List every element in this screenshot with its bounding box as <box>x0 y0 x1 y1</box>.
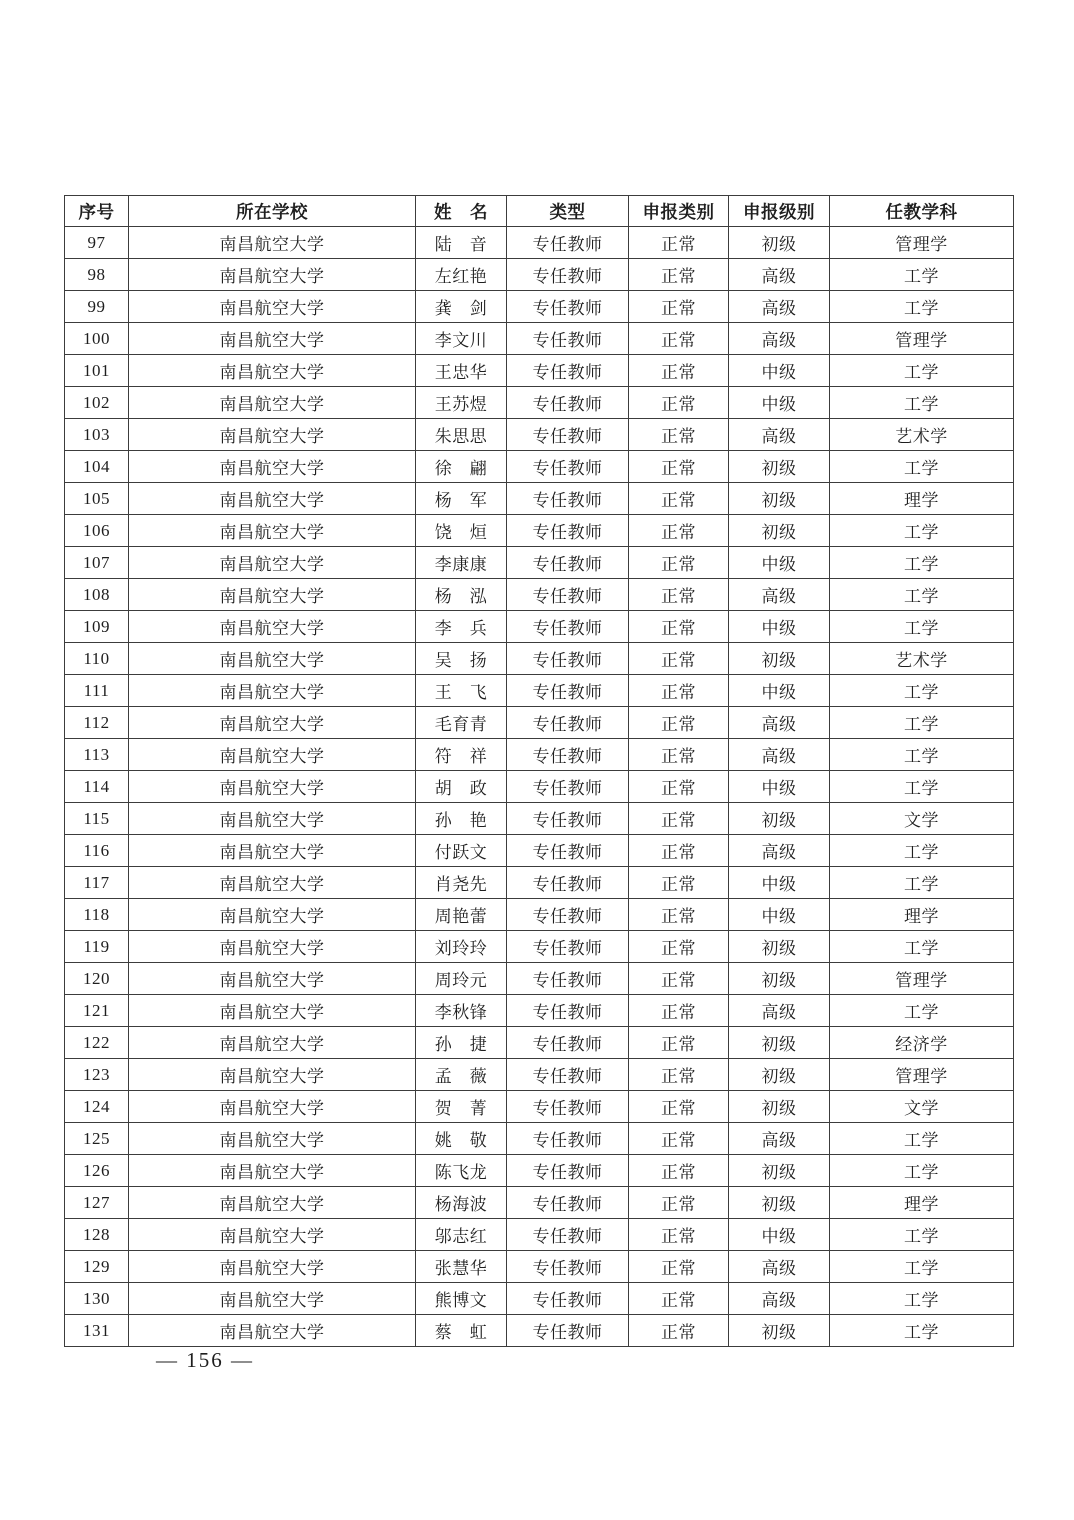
cell-subject: 工学 <box>830 547 1014 579</box>
cell-level: 中级 <box>729 611 830 643</box>
cell-type: 专任教师 <box>507 835 629 867</box>
cell-level: 初级 <box>729 1315 830 1347</box>
cell-name: 孟 薇 <box>416 1059 507 1091</box>
cell-school: 南昌航空大学 <box>129 451 416 483</box>
cell-category: 正常 <box>629 1315 729 1347</box>
cell-name: 熊博文 <box>416 1283 507 1315</box>
table-row <box>65 1219 1014 1251</box>
cell-school: 南昌航空大学 <box>129 323 416 355</box>
cell-category: 正常 <box>629 515 729 547</box>
cell-subject: 工学 <box>830 1315 1014 1347</box>
cell-level: 中级 <box>729 387 830 419</box>
cell-subject: 管理学 <box>830 1059 1014 1091</box>
cell-level: 中级 <box>729 355 830 387</box>
cell-subject: 管理学 <box>830 227 1014 259</box>
cell-level: 初级 <box>729 803 830 835</box>
cell-school: 南昌航空大学 <box>129 995 416 1027</box>
cell-category: 正常 <box>629 835 729 867</box>
cell-name: 刘玲玲 <box>416 931 507 963</box>
cell-level: 初级 <box>729 483 830 515</box>
cell-category: 正常 <box>629 419 729 451</box>
table-body <box>65 227 1014 1347</box>
cell-category: 正常 <box>629 323 729 355</box>
cell-no: 123 <box>65 1059 129 1091</box>
cell-name: 陆 音 <box>416 227 507 259</box>
table-row <box>65 995 1014 1027</box>
cell-level: 高级 <box>729 291 830 323</box>
cell-subject: 理学 <box>830 899 1014 931</box>
cell-school: 南昌航空大学 <box>129 867 416 899</box>
table-header <box>65 196 1014 227</box>
cell-type: 专任教师 <box>507 1283 629 1315</box>
cell-name: 左红艳 <box>416 259 507 291</box>
cell-subject: 经济学 <box>830 1027 1014 1059</box>
cell-name: 张慧华 <box>416 1251 507 1283</box>
cell-type: 专任教师 <box>507 547 629 579</box>
cell-level: 高级 <box>729 259 830 291</box>
cell-level: 中级 <box>729 899 830 931</box>
cell-school: 南昌航空大学 <box>129 291 416 323</box>
cell-name: 王苏煜 <box>416 387 507 419</box>
cell-category: 正常 <box>629 675 729 707</box>
cell-subject: 工学 <box>830 611 1014 643</box>
cell-school: 南昌航空大学 <box>129 1155 416 1187</box>
cell-subject: 工学 <box>830 579 1014 611</box>
cell-school: 南昌航空大学 <box>129 675 416 707</box>
table-row <box>65 323 1014 355</box>
cell-category: 正常 <box>629 259 729 291</box>
cell-name: 胡 政 <box>416 771 507 803</box>
table-header-row <box>65 196 1014 227</box>
cell-no: 104 <box>65 451 129 483</box>
cell-level: 初级 <box>729 963 830 995</box>
cell-level: 高级 <box>729 707 830 739</box>
cell-name: 李文川 <box>416 323 507 355</box>
cell-level: 中级 <box>729 867 830 899</box>
cell-no: 100 <box>65 323 129 355</box>
table-row <box>65 355 1014 387</box>
cell-no: 117 <box>65 867 129 899</box>
cell-type: 专任教师 <box>507 611 629 643</box>
cell-no: 112 <box>65 707 129 739</box>
cell-name: 陈飞龙 <box>416 1155 507 1187</box>
cell-subject: 工学 <box>830 931 1014 963</box>
table-row <box>65 963 1014 995</box>
cell-level: 初级 <box>729 515 830 547</box>
table-row <box>65 643 1014 675</box>
cell-level: 高级 <box>729 1251 830 1283</box>
table-row <box>65 899 1014 931</box>
cell-level: 高级 <box>729 1283 830 1315</box>
cell-school: 南昌航空大学 <box>129 483 416 515</box>
cell-type: 专任教师 <box>507 259 629 291</box>
cell-school: 南昌航空大学 <box>129 739 416 771</box>
cell-type: 专任教师 <box>507 451 629 483</box>
cell-name: 吴 扬 <box>416 643 507 675</box>
cell-school: 南昌航空大学 <box>129 1251 416 1283</box>
cell-name: 杨 军 <box>416 483 507 515</box>
cell-type: 专任教师 <box>507 963 629 995</box>
cell-level: 中级 <box>729 547 830 579</box>
cell-level: 高级 <box>729 995 830 1027</box>
cell-no: 119 <box>65 931 129 963</box>
table-row <box>65 1091 1014 1123</box>
cell-school: 南昌航空大学 <box>129 899 416 931</box>
cell-type: 专任教师 <box>507 739 629 771</box>
cell-category: 正常 <box>629 771 729 803</box>
cell-name: 姚 敬 <box>416 1123 507 1155</box>
cell-no: 108 <box>65 579 129 611</box>
table-row <box>65 1251 1014 1283</box>
cell-level: 初级 <box>729 1187 830 1219</box>
page-number: — 156 — <box>156 1348 254 1372</box>
cell-no: 109 <box>65 611 129 643</box>
table-row <box>65 739 1014 771</box>
cell-school: 南昌航空大学 <box>129 771 416 803</box>
cell-no: 116 <box>65 835 129 867</box>
cell-type: 专任教师 <box>507 995 629 1027</box>
cell-subject: 工学 <box>830 1251 1014 1283</box>
cell-subject: 工学 <box>830 1219 1014 1251</box>
cell-name: 孙 艳 <box>416 803 507 835</box>
cell-school: 南昌航空大学 <box>129 643 416 675</box>
cell-type: 专任教师 <box>507 387 629 419</box>
cell-level: 初级 <box>729 643 830 675</box>
table-row <box>65 675 1014 707</box>
cell-subject: 文学 <box>830 1091 1014 1123</box>
cell-category: 正常 <box>629 1091 729 1123</box>
cell-no: 102 <box>65 387 129 419</box>
cell-type: 专任教师 <box>507 707 629 739</box>
cell-subject: 工学 <box>830 387 1014 419</box>
cell-level: 初级 <box>729 227 830 259</box>
cell-subject: 工学 <box>830 515 1014 547</box>
cell-type: 专任教师 <box>507 1219 629 1251</box>
cell-category: 正常 <box>629 611 729 643</box>
cell-subject: 艺术学 <box>830 419 1014 451</box>
table-row <box>65 867 1014 899</box>
cell-school: 南昌航空大学 <box>129 1123 416 1155</box>
cell-name: 杨海波 <box>416 1187 507 1219</box>
table-row <box>65 1027 1014 1059</box>
cell-name: 孙 捷 <box>416 1027 507 1059</box>
cell-school: 南昌航空大学 <box>129 1219 416 1251</box>
cell-no: 103 <box>65 419 129 451</box>
cell-name: 杨 泓 <box>416 579 507 611</box>
cell-subject: 工学 <box>830 451 1014 483</box>
cell-type: 专任教师 <box>507 579 629 611</box>
cell-no: 131 <box>65 1315 129 1347</box>
cell-name: 付跃文 <box>416 835 507 867</box>
cell-category: 正常 <box>629 803 729 835</box>
table-row <box>65 515 1014 547</box>
table-row <box>65 579 1014 611</box>
cell-subject: 理学 <box>830 1187 1014 1219</box>
cell-subject: 工学 <box>830 835 1014 867</box>
cell-type: 专任教师 <box>507 419 629 451</box>
cell-type: 专任教师 <box>507 1251 629 1283</box>
cell-level: 初级 <box>729 931 830 963</box>
cell-category: 正常 <box>629 867 729 899</box>
cell-type: 专任教师 <box>507 227 629 259</box>
cell-type: 专任教师 <box>507 515 629 547</box>
cell-category: 正常 <box>629 579 729 611</box>
cell-subject: 工学 <box>830 771 1014 803</box>
cell-type: 专任教师 <box>507 483 629 515</box>
cell-type: 专任教师 <box>507 643 629 675</box>
cell-level: 高级 <box>729 579 830 611</box>
cell-school: 南昌航空大学 <box>129 419 416 451</box>
cell-name: 周艳蕾 <box>416 899 507 931</box>
table-row <box>65 483 1014 515</box>
column-header-6: 任教学科 <box>830 196 1014 227</box>
cell-level: 高级 <box>729 323 830 355</box>
cell-type: 专任教师 <box>507 1155 629 1187</box>
cell-no: 121 <box>65 995 129 1027</box>
cell-no: 106 <box>65 515 129 547</box>
cell-category: 正常 <box>629 355 729 387</box>
cell-category: 正常 <box>629 1283 729 1315</box>
cell-category: 正常 <box>629 483 729 515</box>
cell-name: 李秋锋 <box>416 995 507 1027</box>
cell-type: 专任教师 <box>507 1091 629 1123</box>
cell-name: 徐 翩 <box>416 451 507 483</box>
cell-category: 正常 <box>629 1059 729 1091</box>
cell-subject: 工学 <box>830 995 1014 1027</box>
cell-school: 南昌航空大学 <box>129 515 416 547</box>
cell-type: 专任教师 <box>507 355 629 387</box>
cell-type: 专任教师 <box>507 1123 629 1155</box>
cell-type: 专任教师 <box>507 675 629 707</box>
cell-school: 南昌航空大学 <box>129 1059 416 1091</box>
table-row <box>65 835 1014 867</box>
cell-subject: 管理学 <box>830 323 1014 355</box>
cell-school: 南昌航空大学 <box>129 1091 416 1123</box>
table-row <box>65 1059 1014 1091</box>
cell-school: 南昌航空大学 <box>129 707 416 739</box>
cell-no: 122 <box>65 1027 129 1059</box>
table-row <box>65 1283 1014 1315</box>
cell-no: 126 <box>65 1155 129 1187</box>
cell-no: 114 <box>65 771 129 803</box>
cell-subject: 工学 <box>830 291 1014 323</box>
column-header-4: 申报类别 <box>629 196 729 227</box>
cell-level: 初级 <box>729 1091 830 1123</box>
table-row <box>65 291 1014 323</box>
cell-type: 专任教师 <box>507 323 629 355</box>
cell-no: 124 <box>65 1091 129 1123</box>
column-header-1: 所在学校 <box>129 196 416 227</box>
cell-name: 蔡 虹 <box>416 1315 507 1347</box>
table-row <box>65 1187 1014 1219</box>
table-row <box>65 419 1014 451</box>
cell-school: 南昌航空大学 <box>129 803 416 835</box>
cell-category: 正常 <box>629 1251 729 1283</box>
cell-no: 99 <box>65 291 129 323</box>
cell-subject: 工学 <box>830 707 1014 739</box>
cell-school: 南昌航空大学 <box>129 1187 416 1219</box>
cell-school: 南昌航空大学 <box>129 387 416 419</box>
table-row <box>65 451 1014 483</box>
cell-name: 周玲元 <box>416 963 507 995</box>
cell-no: 105 <box>65 483 129 515</box>
cell-school: 南昌航空大学 <box>129 227 416 259</box>
cell-name: 王忠华 <box>416 355 507 387</box>
table-row <box>65 387 1014 419</box>
cell-type: 专任教师 <box>507 1315 629 1347</box>
cell-category: 正常 <box>629 1219 729 1251</box>
cell-name: 肖尧先 <box>416 867 507 899</box>
cell-subject: 管理学 <box>830 963 1014 995</box>
cell-subject: 工学 <box>830 1155 1014 1187</box>
cell-category: 正常 <box>629 227 729 259</box>
cell-name: 朱思思 <box>416 419 507 451</box>
table-row <box>65 1155 1014 1187</box>
cell-category: 正常 <box>629 451 729 483</box>
cell-category: 正常 <box>629 643 729 675</box>
cell-no: 130 <box>65 1283 129 1315</box>
cell-category: 正常 <box>629 1155 729 1187</box>
cell-category: 正常 <box>629 931 729 963</box>
cell-type: 专任教师 <box>507 931 629 963</box>
cell-school: 南昌航空大学 <box>129 259 416 291</box>
cell-subject: 理学 <box>830 483 1014 515</box>
cell-no: 111 <box>65 675 129 707</box>
table-row <box>65 707 1014 739</box>
cell-school: 南昌航空大学 <box>129 835 416 867</box>
cell-subject: 工学 <box>830 867 1014 899</box>
cell-name: 贺 菁 <box>416 1091 507 1123</box>
table-row <box>65 1315 1014 1347</box>
cell-type: 专任教师 <box>507 1187 629 1219</box>
cell-category: 正常 <box>629 1027 729 1059</box>
cell-no: 125 <box>65 1123 129 1155</box>
cell-no: 98 <box>65 259 129 291</box>
cell-type: 专任教师 <box>507 867 629 899</box>
cell-school: 南昌航空大学 <box>129 963 416 995</box>
cell-no: 110 <box>65 643 129 675</box>
column-header-3: 类型 <box>507 196 629 227</box>
cell-subject: 工学 <box>830 1283 1014 1315</box>
cell-type: 专任教师 <box>507 803 629 835</box>
cell-subject: 工学 <box>830 355 1014 387</box>
cell-no: 120 <box>65 963 129 995</box>
cell-type: 专任教师 <box>507 899 629 931</box>
cell-no: 97 <box>65 227 129 259</box>
cell-level: 中级 <box>729 1219 830 1251</box>
cell-type: 专任教师 <box>507 771 629 803</box>
cell-category: 正常 <box>629 387 729 419</box>
cell-level: 初级 <box>729 451 830 483</box>
cell-name: 龚 剑 <box>416 291 507 323</box>
cell-no: 115 <box>65 803 129 835</box>
column-header-5: 申报级别 <box>729 196 830 227</box>
cell-level: 高级 <box>729 1123 830 1155</box>
cell-school: 南昌航空大学 <box>129 547 416 579</box>
cell-type: 专任教师 <box>507 1059 629 1091</box>
cell-category: 正常 <box>629 995 729 1027</box>
table-row <box>65 1123 1014 1155</box>
table-row <box>65 803 1014 835</box>
table-row <box>65 611 1014 643</box>
table-row <box>65 547 1014 579</box>
cell-school: 南昌航空大学 <box>129 1315 416 1347</box>
cell-name: 符 祥 <box>416 739 507 771</box>
cell-name: 饶 烜 <box>416 515 507 547</box>
cell-subject: 艺术学 <box>830 643 1014 675</box>
cell-category: 正常 <box>629 739 729 771</box>
cell-no: 128 <box>65 1219 129 1251</box>
cell-school: 南昌航空大学 <box>129 1027 416 1059</box>
cell-level: 中级 <box>729 675 830 707</box>
cell-type: 专任教师 <box>507 1027 629 1059</box>
cell-level: 高级 <box>729 739 830 771</box>
cell-school: 南昌航空大学 <box>129 931 416 963</box>
column-header-2: 姓 名 <box>416 196 507 227</box>
cell-name: 李 兵 <box>416 611 507 643</box>
cell-level: 高级 <box>729 419 830 451</box>
table-row <box>65 227 1014 259</box>
cell-school: 南昌航空大学 <box>129 579 416 611</box>
cell-name: 王 飞 <box>416 675 507 707</box>
cell-level: 初级 <box>729 1059 830 1091</box>
cell-category: 正常 <box>629 547 729 579</box>
cell-category: 正常 <box>629 963 729 995</box>
cell-category: 正常 <box>629 291 729 323</box>
cell-subject: 工学 <box>830 1123 1014 1155</box>
teacher-roster-table <box>64 195 1014 1347</box>
cell-school: 南昌航空大学 <box>129 1283 416 1315</box>
cell-category: 正常 <box>629 1187 729 1219</box>
cell-subject: 文学 <box>830 803 1014 835</box>
cell-no: 113 <box>65 739 129 771</box>
cell-name: 李康康 <box>416 547 507 579</box>
cell-subject: 工学 <box>830 259 1014 291</box>
table-row <box>65 771 1014 803</box>
cell-category: 正常 <box>629 899 729 931</box>
cell-type: 专任教师 <box>507 291 629 323</box>
cell-name: 毛育青 <box>416 707 507 739</box>
cell-subject: 工学 <box>830 739 1014 771</box>
cell-no: 101 <box>65 355 129 387</box>
table-row <box>65 259 1014 291</box>
cell-subject: 工学 <box>830 675 1014 707</box>
cell-no: 129 <box>65 1251 129 1283</box>
column-header-0: 序号 <box>65 196 129 227</box>
cell-category: 正常 <box>629 1123 729 1155</box>
cell-no: 127 <box>65 1187 129 1219</box>
cell-level: 初级 <box>729 1155 830 1187</box>
cell-category: 正常 <box>629 707 729 739</box>
cell-no: 118 <box>65 899 129 931</box>
table-row <box>65 931 1014 963</box>
cell-name: 邬志红 <box>416 1219 507 1251</box>
cell-level: 高级 <box>729 835 830 867</box>
cell-school: 南昌航空大学 <box>129 611 416 643</box>
cell-no: 107 <box>65 547 129 579</box>
cell-level: 中级 <box>729 771 830 803</box>
cell-school: 南昌航空大学 <box>129 355 416 387</box>
cell-level: 初级 <box>729 1027 830 1059</box>
